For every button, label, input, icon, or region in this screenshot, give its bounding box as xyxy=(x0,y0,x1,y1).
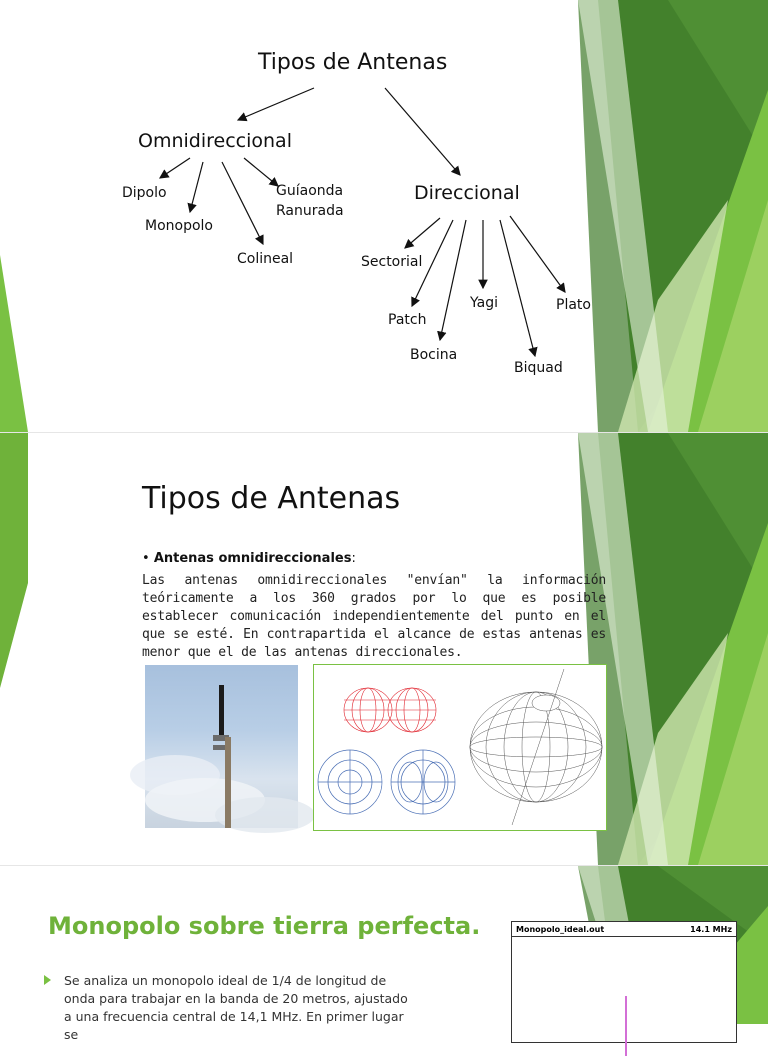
omnidirectional-label: Omnidireccional xyxy=(138,130,292,152)
dipolo-label: Dipolo xyxy=(122,185,167,201)
sectorial-label: Sectorial xyxy=(361,254,423,270)
graph-header-line xyxy=(512,936,736,937)
slide-3-title-suffix: . xyxy=(471,912,481,940)
tree-title: Tipos de Antenas xyxy=(258,50,448,75)
simulation-graph xyxy=(511,921,737,1043)
plato-label: Plato xyxy=(556,297,591,313)
slide-3 xyxy=(0,866,768,1042)
bullet-triangle-icon xyxy=(44,975,51,985)
slide-3-bullet xyxy=(44,972,414,1044)
slide-2-title: Tipos de Antenas xyxy=(142,481,401,516)
bullet-suffix: : xyxy=(351,551,356,566)
graph-frequency: 14.1 MHz xyxy=(690,925,732,934)
ranurada-label: Ranurada xyxy=(276,203,344,219)
directional-label: Direccional xyxy=(414,182,520,204)
slide-1 xyxy=(0,0,768,432)
bocina-label: Bocina xyxy=(410,347,458,363)
patch-label: Patch xyxy=(388,312,427,328)
guiaonda-label: Guíaonda xyxy=(276,183,344,199)
slide-2 xyxy=(0,433,768,865)
slide-2-bullet: • Antenas omnidireccionales: xyxy=(142,551,356,566)
graph-spike xyxy=(625,996,627,1056)
antenna-photo xyxy=(145,665,298,828)
monopolo-label: Monopolo xyxy=(145,218,213,234)
slide-3-title-text: Monopolo sobre tierra perfecta xyxy=(48,912,472,940)
graph-filename: Monopolo_ideal.out xyxy=(516,925,605,934)
radiation-pattern-figure xyxy=(313,664,607,831)
bullet-label: Antenas omnidireccionales xyxy=(153,551,352,566)
slide-2-paragraph: Las antenas omnidireccionales "envían" la información teóricamente a los 360 grados por lo que es posible establecer comunicación independientemente del punto en el que se esté. En contrapartida el alcance de estas antenas es menor que el de las antenas direccionales. xyxy=(142,573,606,660)
left-green-decoration xyxy=(0,433,28,865)
yagi-label: Yagi xyxy=(470,295,498,311)
colineal-label: Colineal xyxy=(237,251,294,267)
slide-3-title xyxy=(48,912,480,940)
slide-3-bullet-text: Se analiza un monopolo ideal de 1/4 de longitud de onda para trabajar en la banda de 20 metros, ajustado a una frecuencia central de 14,1 MHz. En primer lugar se xyxy=(64,973,408,1042)
biquad-label: Biquad xyxy=(514,360,563,376)
